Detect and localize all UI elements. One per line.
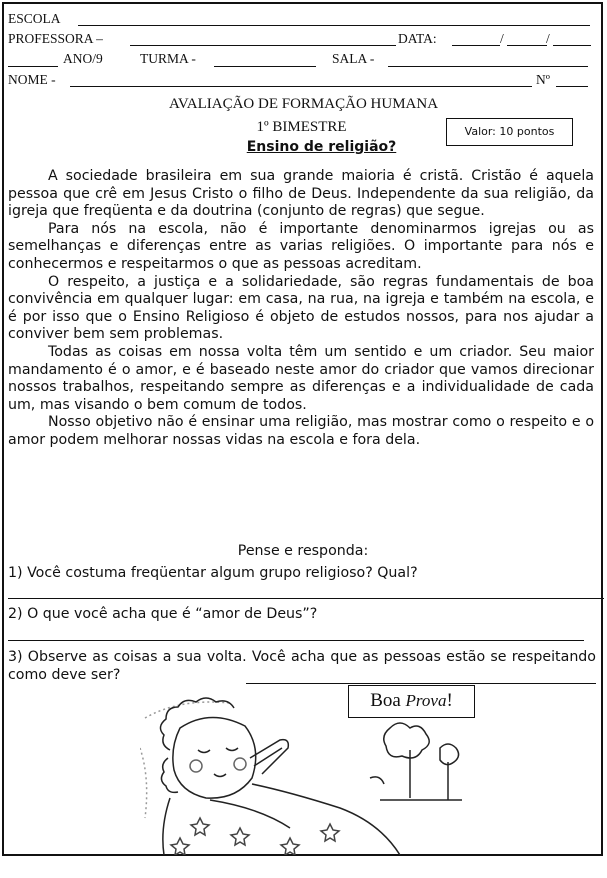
paragraph: O respeito, a justiça e a solidariedade, são regras fundamentais de boa convivência em qualquer lugar: em casa, na rua, na igreja e também na escola, e é por isso que o Ensino Religioso é objeto de estudos nossos, para nos ajudar a conviver bem sem problemas. xyxy=(8,273,594,343)
reading-text xyxy=(8,168,594,450)
date-month-field[interactable] xyxy=(507,45,547,46)
paragraph: Nosso objetivo não é ensinar uma religião, mas mostrar como o respeito e o amor podem melhorar nossas vidas na escola e fora dela. xyxy=(8,414,594,448)
ano-label: ANO/9 xyxy=(63,51,103,66)
turma-field[interactable] xyxy=(214,66,316,67)
answer-line-2[interactable] xyxy=(8,640,584,641)
date-year-field[interactable] xyxy=(553,45,591,46)
nome-label: NOME - xyxy=(8,72,56,87)
numero-field[interactable] xyxy=(556,86,588,87)
paragraph: A sociedade brasileira em sua grande maioria é cristã. Cristão é aquela pessoa que crê em Jesus Cristo o filho de Deus. Independente da sua religião, da igreja que freqüenta e da doutrina (conjunto de regras) que segue. xyxy=(8,168,594,220)
date-separator: / xyxy=(500,31,504,46)
boa-text: Boa xyxy=(370,690,401,711)
exclaim-text: ! xyxy=(446,690,453,711)
answer-line-3[interactable] xyxy=(246,683,596,684)
question-2: 2) O que você acha que é “amor de Deus”? xyxy=(8,606,318,622)
valor-box: Valor: 10 pontos xyxy=(446,118,573,146)
prompt-heading: Pense e responda: xyxy=(237,543,369,559)
escola-label: ESCOLA xyxy=(8,11,61,26)
sala-label: SALA - xyxy=(332,51,375,66)
data-label: DATA: xyxy=(398,31,437,46)
prova-text: Prova xyxy=(405,691,447,710)
nome-field[interactable] xyxy=(70,86,532,87)
professora-field[interactable] xyxy=(130,45,396,46)
boa-prova-box xyxy=(348,685,475,718)
question-3: 3) Observe as coisas a sua volta. Você acha que as pessoas estão se respeitando como deve ser? xyxy=(8,649,596,683)
date-separator: / xyxy=(546,31,550,46)
sala-field[interactable] xyxy=(388,66,588,67)
professora-label: PROFESSORA – xyxy=(8,31,103,46)
date-day-field[interactable] xyxy=(452,45,500,46)
ano-field[interactable] xyxy=(8,66,58,67)
answer-line-1[interactable] xyxy=(8,598,604,599)
paragraph: Todas as coisas em nossa volta têm um sentido e um criador. Seu maior mandamento é o amor, e é baseado neste amor do criador que vamos direcionar nossos trabalhos, respeitando sempre as diferenças e a individualidade de cada um, mas visando o bem comum de todos. xyxy=(8,343,594,413)
page-title: AVALIAÇÃO DE FORMAÇÃO HUMANA xyxy=(168,96,439,112)
turma-label: TURMA - xyxy=(140,51,196,66)
bimestre-heading: 1º BIMESTRE xyxy=(256,119,347,135)
question-1: 1) Você costuma freqüentar algum grupo religioso? Qual? xyxy=(8,565,418,581)
escola-field[interactable] xyxy=(78,25,590,26)
subtitle: Ensino de religião? xyxy=(246,139,397,155)
numero-label: Nº xyxy=(536,72,550,87)
paragraph: Para nós na escola, não é importante denominarmos igrejas ou as semelhanças e diferenças entre as varias religiões. O importante para nós e conhecermos e respeitarmos o que as pessoas acreditam. xyxy=(8,220,594,272)
